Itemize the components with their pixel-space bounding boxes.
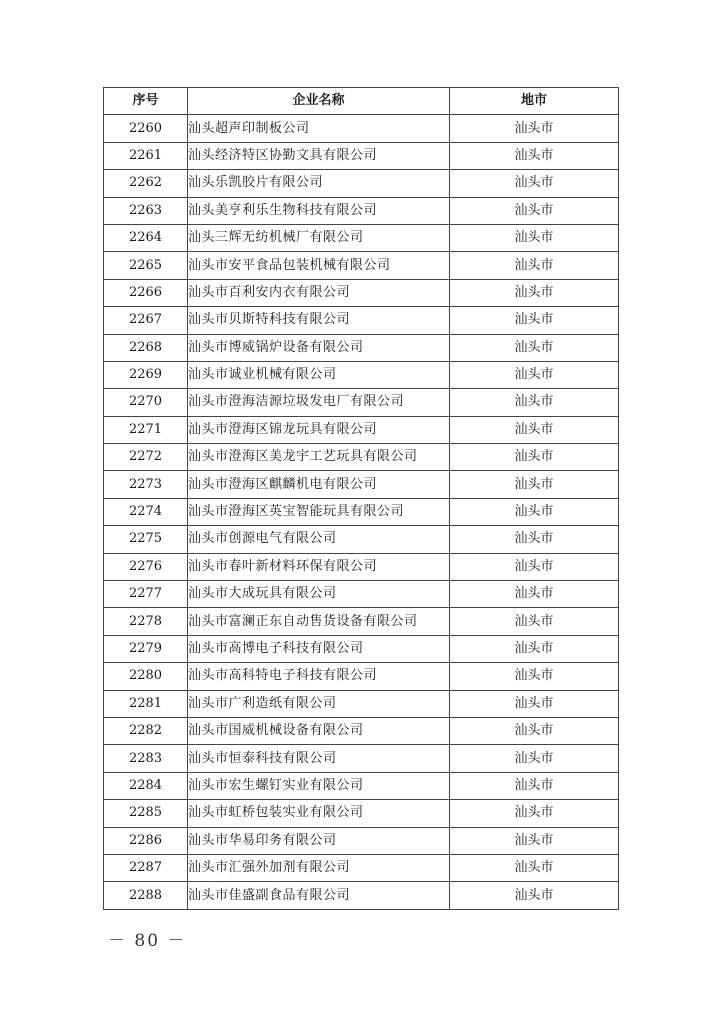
cell-serial-number: 2266 — [104, 279, 188, 306]
table-row — [104, 224, 619, 251]
cell-enterprise-name: 汕头市高博电子科技有限公司 — [188, 635, 450, 662]
cell-city: 汕头市 — [450, 581, 619, 608]
cell-enterprise-name: 汕头三辉无纺机械厂有限公司 — [188, 224, 450, 251]
cell-enterprise-name: 汕头市佳盛副食品有限公司 — [188, 882, 450, 909]
cell-city: 汕头市 — [450, 224, 619, 251]
cell-serial-number: 2283 — [104, 745, 188, 772]
table-row — [104, 334, 619, 361]
table-row — [104, 772, 619, 799]
table-row — [104, 115, 619, 142]
cell-serial-number: 2264 — [104, 224, 188, 251]
cell-city: 汕头市 — [450, 389, 619, 416]
cell-serial-number: 2275 — [104, 526, 188, 553]
cell-city: 汕头市 — [450, 334, 619, 361]
table-row — [104, 800, 619, 827]
cell-enterprise-name: 汕头市大成玩具有限公司 — [188, 581, 450, 608]
table-row — [104, 142, 619, 169]
cell-city: 汕头市 — [450, 279, 619, 306]
cell-enterprise-name: 汕头市国威机械设备有限公司 — [188, 717, 450, 744]
cell-serial-number: 2288 — [104, 882, 188, 909]
table-row — [104, 526, 619, 553]
cell-city: 汕头市 — [450, 416, 619, 443]
cell-serial-number: 2272 — [104, 444, 188, 471]
cell-city: 汕头市 — [450, 115, 619, 142]
cell-serial-number: 2284 — [104, 772, 188, 799]
cell-serial-number: 2276 — [104, 553, 188, 580]
cell-enterprise-name: 汕头市澄海区美龙宇工艺玩具有限公司 — [188, 444, 450, 471]
cell-enterprise-name: 汕头市虹桥包装实业有限公司 — [188, 800, 450, 827]
cell-serial-number: 2273 — [104, 471, 188, 498]
cell-city: 汕头市 — [450, 827, 619, 854]
cell-city: 汕头市 — [450, 690, 619, 717]
cell-enterprise-name: 汕头市高科特电子科技有限公司 — [188, 663, 450, 690]
cell-enterprise-name: 汕头市澄海洁源垃圾发电厂有限公司 — [188, 389, 450, 416]
cell-enterprise-name: 汕头市博威锅炉设备有限公司 — [188, 334, 450, 361]
cell-enterprise-name: 汕头乐凯胶片有限公司 — [188, 170, 450, 197]
table-row — [104, 361, 619, 388]
cell-serial-number: 2280 — [104, 663, 188, 690]
cell-serial-number: 2281 — [104, 690, 188, 717]
cell-enterprise-name: 汕头市澄海区英宝智能玩具有限公司 — [188, 498, 450, 525]
cell-enterprise-name: 汕头市安平食品包装机械有限公司 — [188, 252, 450, 279]
table-row — [104, 170, 619, 197]
table-row — [104, 444, 619, 471]
cell-city: 汕头市 — [450, 745, 619, 772]
header-city: 地市 — [450, 88, 619, 115]
table-row — [104, 389, 619, 416]
cell-serial-number: 2274 — [104, 498, 188, 525]
cell-serial-number: 2268 — [104, 334, 188, 361]
cell-enterprise-name: 汕头市澄海区麒麟机电有限公司 — [188, 471, 450, 498]
cell-city: 汕头市 — [450, 142, 619, 169]
cell-city: 汕头市 — [450, 361, 619, 388]
table-row — [104, 553, 619, 580]
cell-city: 汕头市 — [450, 526, 619, 553]
cell-serial-number: 2287 — [104, 854, 188, 881]
cell-enterprise-name: 汕头市百利安内衣有限公司 — [188, 279, 450, 306]
table-row — [104, 635, 619, 662]
cell-city: 汕头市 — [450, 635, 619, 662]
table-row — [104, 663, 619, 690]
cell-city: 汕头市 — [450, 882, 619, 909]
cell-city: 汕头市 — [450, 717, 619, 744]
cell-city: 汕头市 — [450, 854, 619, 881]
cell-enterprise-name: 汕头市澄海区锦龙玩具有限公司 — [188, 416, 450, 443]
cell-city: 汕头市 — [450, 608, 619, 635]
cell-enterprise-name: 汕头超声印制板公司 — [188, 115, 450, 142]
cell-serial-number: 2277 — [104, 581, 188, 608]
cell-city: 汕头市 — [450, 772, 619, 799]
cell-city: 汕头市 — [450, 252, 619, 279]
cell-city: 汕头市 — [450, 800, 619, 827]
table-row — [104, 882, 619, 909]
cell-city: 汕头市 — [450, 553, 619, 580]
enterprise-table — [103, 87, 619, 910]
table-row — [104, 252, 619, 279]
header-serial-number: 序号 — [104, 88, 188, 115]
cell-enterprise-name: 汕头市富澜正东自动售货设备有限公司 — [188, 608, 450, 635]
cell-serial-number: 2260 — [104, 115, 188, 142]
table-row — [104, 197, 619, 224]
cell-enterprise-name: 汕头市汇强外加剂有限公司 — [188, 854, 450, 881]
table-row — [104, 279, 619, 306]
cell-enterprise-name: 汕头市春叶新材料环保有限公司 — [188, 553, 450, 580]
cell-serial-number: 2263 — [104, 197, 188, 224]
header-enterprise-name: 企业名称 — [188, 88, 450, 115]
cell-serial-number: 2270 — [104, 389, 188, 416]
cell-serial-number: 2261 — [104, 142, 188, 169]
table-row — [104, 690, 619, 717]
cell-serial-number: 2262 — [104, 170, 188, 197]
table-header-row — [104, 88, 619, 115]
table-row — [104, 854, 619, 881]
cell-serial-number: 2282 — [104, 717, 188, 744]
cell-city: 汕头市 — [450, 471, 619, 498]
cell-serial-number: 2271 — [104, 416, 188, 443]
cell-city: 汕头市 — [450, 307, 619, 334]
cell-enterprise-name: 汕头市创源电气有限公司 — [188, 526, 450, 553]
cell-serial-number: 2265 — [104, 252, 188, 279]
cell-enterprise-name: 汕头市恒泰科技有限公司 — [188, 745, 450, 772]
cell-enterprise-name: 汕头经济特区协勤文具有限公司 — [188, 142, 450, 169]
cell-enterprise-name: 汕头美亨利乐生物科技有限公司 — [188, 197, 450, 224]
cell-city: 汕头市 — [450, 197, 619, 224]
table-row — [104, 471, 619, 498]
table-row — [104, 608, 619, 635]
cell-enterprise-name: 汕头市广利造纸有限公司 — [188, 690, 450, 717]
table-row — [104, 498, 619, 525]
cell-enterprise-name: 汕头市诚业机械有限公司 — [188, 361, 450, 388]
cell-enterprise-name: 汕头市华易印务有限公司 — [188, 827, 450, 854]
cell-serial-number: 2269 — [104, 361, 188, 388]
table-row — [104, 745, 619, 772]
cell-city: 汕头市 — [450, 498, 619, 525]
table-row — [104, 581, 619, 608]
page-number: － 80 － — [108, 931, 187, 951]
cell-serial-number: 2286 — [104, 827, 188, 854]
table-row — [104, 307, 619, 334]
cell-serial-number: 2285 — [104, 800, 188, 827]
table-row — [104, 416, 619, 443]
cell-enterprise-name: 汕头市宏生螺钉实业有限公司 — [188, 772, 450, 799]
cell-serial-number: 2278 — [104, 608, 188, 635]
cell-city: 汕头市 — [450, 444, 619, 471]
cell-city: 汕头市 — [450, 663, 619, 690]
cell-city: 汕头市 — [450, 170, 619, 197]
table-row — [104, 827, 619, 854]
cell-serial-number: 2267 — [104, 307, 188, 334]
table-row — [104, 717, 619, 744]
cell-enterprise-name: 汕头市贝斯特科技有限公司 — [188, 307, 450, 334]
cell-serial-number: 2279 — [104, 635, 188, 662]
